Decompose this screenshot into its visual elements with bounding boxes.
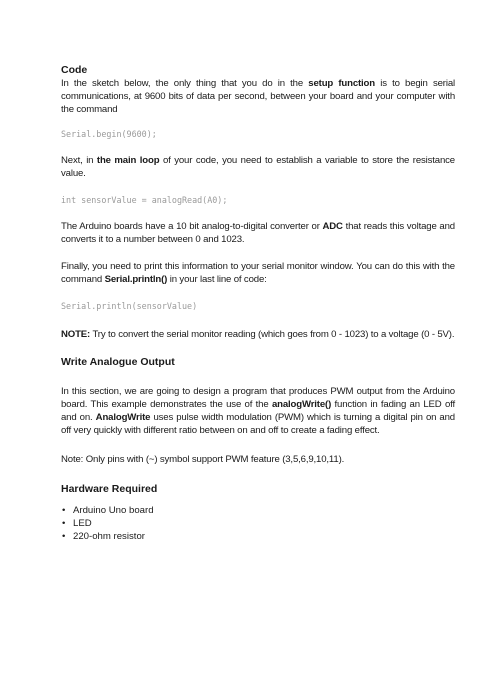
pwm-paragraph <box>61 385 455 437</box>
bullet-icon: • <box>62 531 66 542</box>
text: Try to convert the serial monitor reading (which goes from 0 - 1023) to a voltage (0 - 5V). <box>90 329 455 340</box>
hardware-list <box>61 504 455 543</box>
list-item-label: Arduino Uno board <box>73 505 154 516</box>
text: Finally, you need to print this information to your serial monitor window. You can do this with the command <box>61 261 455 285</box>
list-item <box>61 530 455 543</box>
pwm-pins-note: Note: Only pins with (~) symbol support PWM feature (3,5,6,9,10,11). <box>61 454 345 465</box>
note-paragraph <box>61 328 455 341</box>
println-term: Serial.println() <box>104 274 168 285</box>
note-label: NOTE: <box>61 329 91 340</box>
text: In the sketch below, the only thing that you do in the <box>61 78 309 89</box>
code-snippet-analog-read: int sensorValue = analogRead(A0); <box>61 195 228 205</box>
adc-paragraph <box>61 220 455 246</box>
text: In this section, we are going to design a program that produces PWM output from the Arduino board. This example demonstrates the use of the <box>61 386 455 410</box>
main-loop-term: the main loop <box>96 155 160 166</box>
bullet-icon: • <box>62 518 66 529</box>
code-heading: Code <box>61 64 88 76</box>
code-snippet-serial-begin: Serial.begin(9600); <box>61 129 157 139</box>
analogwrite-function-term: analogWrite() <box>271 399 332 410</box>
adc-term: ADC <box>322 221 343 232</box>
analogwrite-term: AnalogWrite <box>95 412 151 423</box>
hardware-heading: Hardware Required <box>61 483 158 495</box>
code-snippet-println: Serial.println(sensorValue) <box>61 301 198 311</box>
text: in your last line of code: <box>167 274 267 285</box>
text: The Arduino boards have a 10 bit analog-to-digital converter or <box>61 221 323 232</box>
write-analogue-heading: Write Analogue Output <box>61 356 175 368</box>
main-loop-paragraph <box>61 154 455 180</box>
text: is to begin serial communications, at 9600 bits of data per second, between your board and your computer with the command <box>61 78 455 115</box>
bullet-icon: • <box>62 505 66 516</box>
list-item-label: 220-ohm resistor <box>73 531 145 542</box>
text: of your code, you need to establish a variable to store the resistance value. <box>61 155 455 179</box>
list-item <box>61 504 455 517</box>
text: Next, in <box>61 155 97 166</box>
println-paragraph <box>61 260 455 286</box>
text: uses pulse width modulation (PWM) which is turning a digital pin on and off very quickly with different ratio between on and off to create a fading effect. <box>61 412 455 436</box>
list-item-label: LED <box>73 518 92 529</box>
code-intro-paragraph <box>61 77 455 116</box>
text: function in fading an LED off and on. <box>61 399 456 423</box>
text: that reads this voltage and converts it to a number between 0 and 1023. <box>61 221 455 245</box>
list-item <box>61 517 455 530</box>
setup-function-term: setup function <box>308 78 375 89</box>
